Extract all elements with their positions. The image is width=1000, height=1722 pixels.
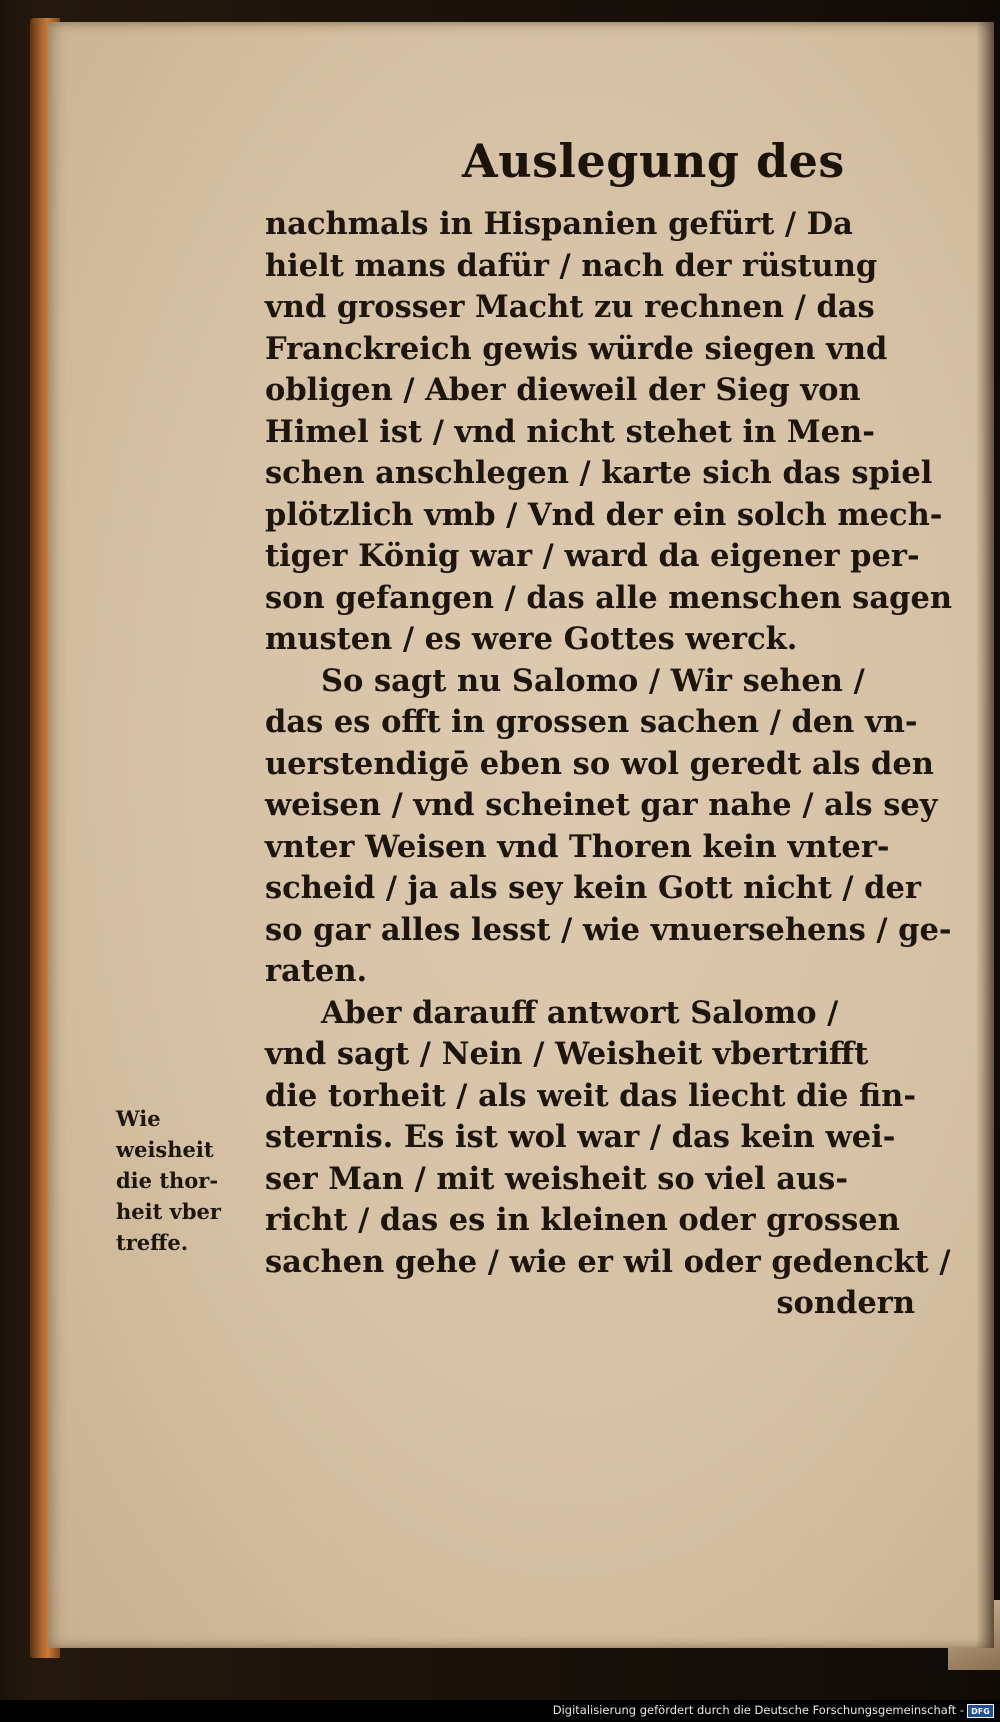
text-line: musten / es were Gottes werck. — [265, 621, 798, 657]
text-line: sternis. Es ist wol war / das kein wei- — [265, 1119, 896, 1155]
marginal-note-line: weisheit — [116, 1137, 214, 1162]
text-line: vnter Weisen vnd Thoren kein vnter- — [265, 828, 890, 865]
catchword: sondern — [776, 1285, 915, 1321]
marginal-note — [116, 1103, 266, 1258]
text-line: scheid / ja als sey kein Gott nicht / der — [265, 870, 921, 906]
text-line: son gefangen / das alle menschen sagen — [265, 579, 953, 616]
marginal-note-line: die thor- — [116, 1168, 219, 1193]
text-line: das es offt in grossen sachen / den vn- — [265, 704, 918, 740]
text-line: obligen / Aber dieweil der Sieg von — [265, 372, 861, 408]
text-line: uerstendigē eben so wol geredt als den — [265, 745, 934, 782]
text-line: Franckreich gewis würde siegen vnd — [265, 330, 888, 367]
text-line: weisen / vnd scheinet gar nahe / als sey — [265, 787, 938, 823]
marginal-note-line: Wie — [116, 1106, 161, 1131]
text-line: so gar alles lesst / wie vnuersehens / ge- — [265, 911, 952, 948]
text-line: vnd sagt / Nein / Weisheit vbertrifft — [265, 1036, 869, 1072]
text-line: tiger König war / ward da eigener per- — [265, 538, 920, 574]
text-line: raten. — [265, 953, 368, 989]
body-text — [265, 204, 953, 1325]
text-line: richt / das es in kleinen oder grossen — [265, 1202, 900, 1238]
text-line: Aber darauff antwort Salomo / — [321, 994, 839, 1031]
text-line: plötzlich vmb / Vnd der ein solch mech- — [265, 496, 943, 533]
digitization-credit: Digitalisierung gefördert durch die Deutsche Forschungsgemeinschaft - — [552, 1703, 964, 1717]
marginal-note-line: treffe. — [116, 1230, 189, 1255]
text-line: vnd grosser Macht zu rechnen / das — [265, 289, 875, 325]
text-line: sachen gehe / wie er wil oder gedenckt / — [265, 1243, 951, 1280]
text-line: die torheit / als weit das liecht die fin- — [265, 1077, 917, 1114]
text-line: ser Man / mit weisheit so viel aus- — [265, 1160, 849, 1197]
text-line: schen anschlegen / karte sich das spiel — [265, 455, 933, 491]
text-line: nachmals in Hispanien gefürt / Da — [265, 206, 853, 242]
text-line: hielt mans dafür / nach der rüstung — [265, 247, 878, 284]
marginal-note-line: heit vber — [116, 1199, 221, 1224]
dfg-logo: DFG — [967, 1704, 994, 1718]
page-gutter-shadow — [976, 22, 994, 1648]
text-line: So sagt nu Salomo / Wir sehen / — [321, 662, 865, 699]
text-line: Himel ist / vnd nicht stehet in Men- — [265, 413, 875, 450]
running-head: Auslegung des — [462, 134, 845, 188]
